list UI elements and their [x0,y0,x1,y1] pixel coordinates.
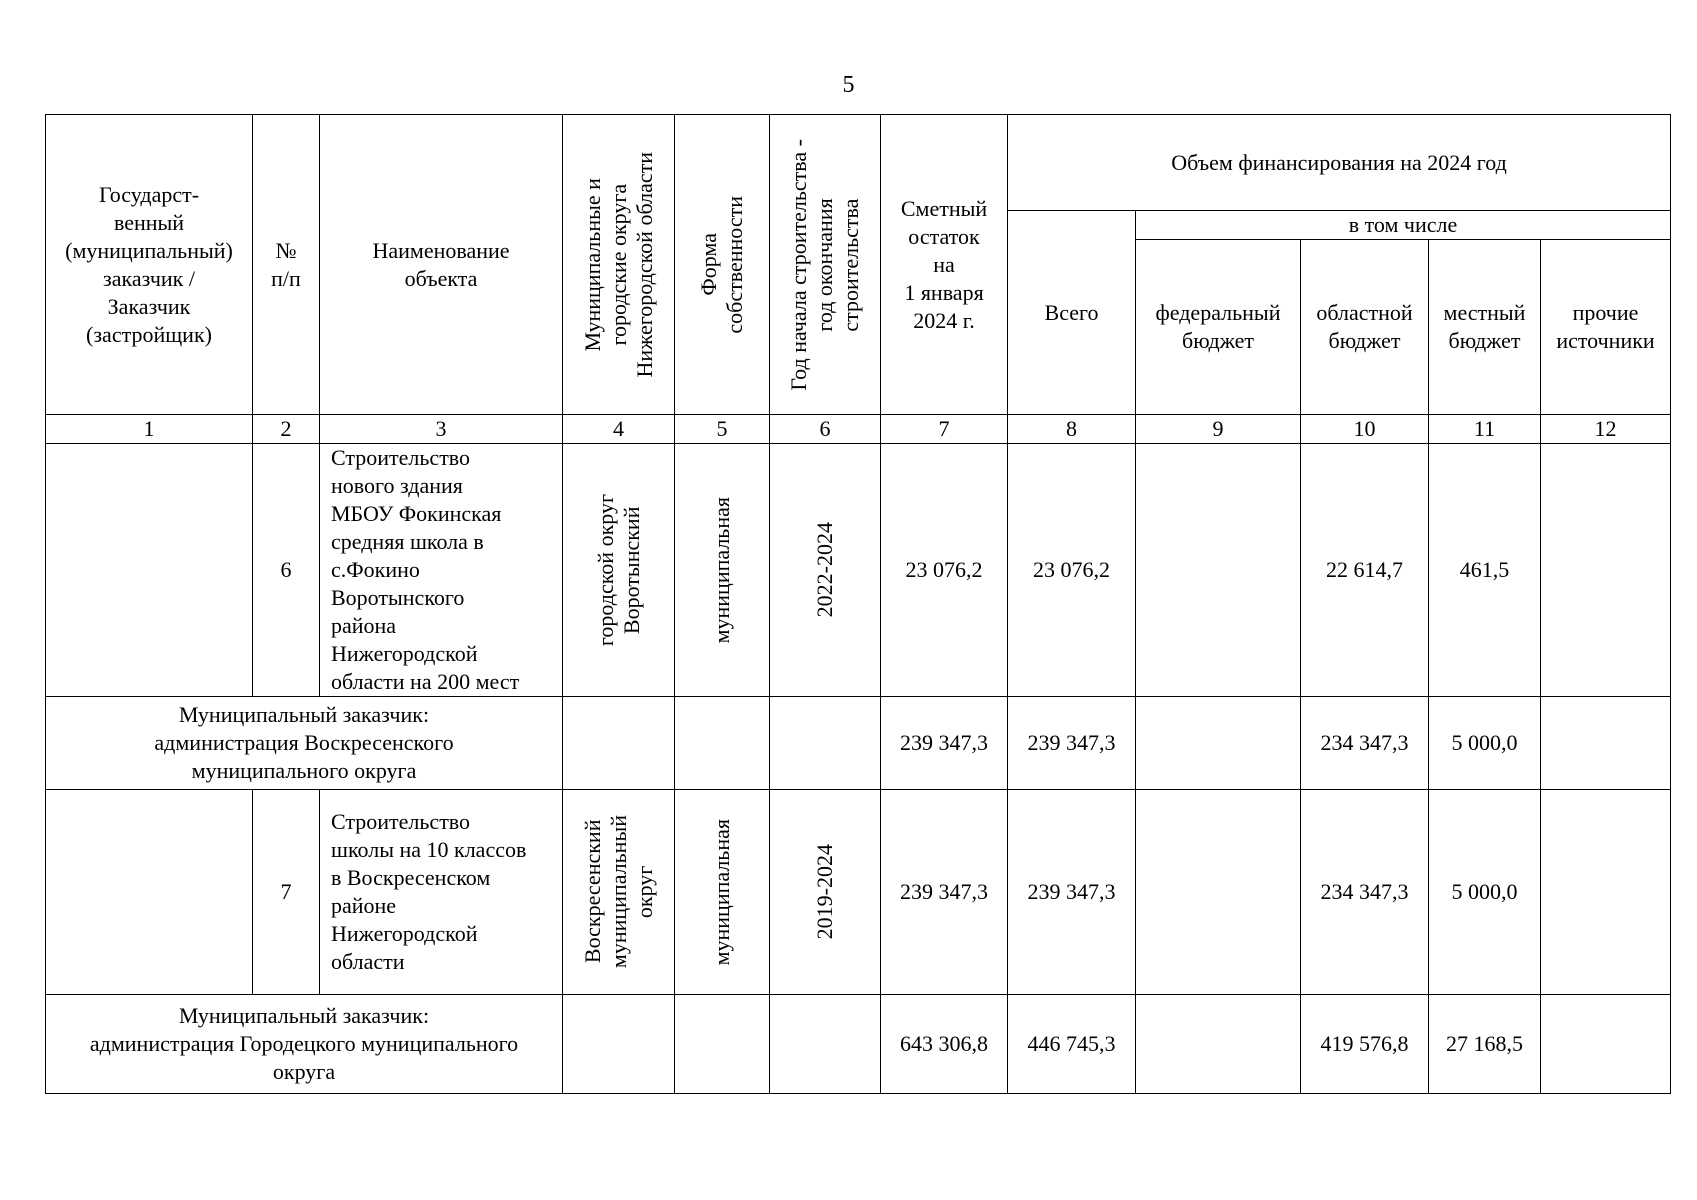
customer-cell [46,790,253,995]
local-value: 5 000,0 [1429,697,1541,790]
ownership-cell [675,444,770,697]
district-cell [563,995,675,1094]
column-number: 11 [1429,415,1541,444]
header-including: в том числе [1136,211,1671,240]
financing-table [45,114,1671,1094]
federal-value [1136,790,1301,995]
column-number: 4 [563,415,675,444]
federal-value [1136,697,1301,790]
object-name: Строительство нового здания МБОУ Фокинская средняя школа в с.Фокино Воротынского района Нижегородской области на 200 мест [320,444,563,697]
ownership-cell [675,790,770,995]
header-years: Год начала строительства - год окончания строительства [786,138,863,391]
local-value: 27 168,5 [1429,995,1541,1094]
header-total: Всего [1008,211,1136,415]
regional-value: 234 347,3 [1301,790,1429,995]
column-numbers-row [46,415,1671,444]
customer-cell [46,444,253,697]
district-cell [563,697,675,790]
table-row [46,790,1671,995]
column-number: 9 [1136,415,1301,444]
years-text: 2022-2024 [812,522,837,618]
regional-value: 234 347,3 [1301,697,1429,790]
total-value: 23 076,2 [1008,444,1136,697]
total-value: 239 347,3 [1008,697,1136,790]
district-text: Воскресенский муниципальный округ [579,815,657,969]
column-number: 10 [1301,415,1429,444]
district-cell [563,444,675,697]
estimate-value: 239 347,3 [881,697,1008,790]
column-number: 5 [675,415,770,444]
row-number: 6 [253,444,320,697]
header-ownership: Форма собственности [696,195,747,334]
customer-row [46,697,1671,790]
header-row-1 [46,115,1671,211]
column-number: 3 [320,415,563,444]
other-value [1541,444,1671,697]
federal-value [1136,995,1301,1094]
header-customer: Государст- венный (муниципальный) заказчик / Заказчик (застройщик) [46,115,253,415]
federal-value [1136,444,1301,697]
customer-name: Муниципальный заказчик: администрация Городецкого муниципального округа [46,995,563,1094]
header-federal: федеральный бюджет [1136,240,1301,415]
column-number: 8 [1008,415,1136,444]
local-value: 5 000,0 [1429,790,1541,995]
column-number: 2 [253,415,320,444]
estimate-value: 643 306,8 [881,995,1008,1094]
years-cell [770,995,881,1094]
other-value [1541,995,1671,1094]
regional-value: 419 576,8 [1301,995,1429,1094]
object-name: Строительство школы на 10 классов в Воскресенском районе Нижегородской области [320,790,563,995]
district-text: городской округ Воротынский [592,493,644,647]
customer-name: Муниципальный заказчик: администрация Воскресенского муниципального округа [46,697,563,790]
years-cell [770,790,881,995]
district-cell [563,790,675,995]
estimate-value: 23 076,2 [881,444,1008,697]
estimate-value: 239 347,3 [881,790,1008,995]
header-estimate: Сметный остаток на 1 января 2024 г. [881,115,1008,415]
column-number: 1 [46,415,253,444]
header-district-cell [563,115,675,415]
total-value: 239 347,3 [1008,790,1136,995]
years-cell [770,444,881,697]
other-value [1541,790,1671,995]
years-text: 2019-2024 [812,844,837,940]
column-number: 6 [770,415,881,444]
header-years-cell [770,115,881,415]
row-number: 7 [253,790,320,995]
other-value [1541,697,1671,790]
column-number: 12 [1541,415,1671,444]
local-value: 461,5 [1429,444,1541,697]
total-value: 446 745,3 [1008,995,1136,1094]
header-funding-group: Объем финансирования на 2024 год [1008,115,1671,211]
header-ownership-cell [675,115,770,415]
customer-row [46,995,1671,1094]
ownership-text: муниципальная [709,818,734,966]
regional-value: 22 614,7 [1301,444,1429,697]
header-object-name: Наименование объекта [320,115,563,415]
ownership-cell [675,697,770,790]
header-other: прочие источники [1541,240,1671,415]
ownership-cell [675,995,770,1094]
column-number: 7 [881,415,1008,444]
ownership-text: муниципальная [709,496,734,644]
table-row [46,444,1671,697]
header-number: № п/п [253,115,320,415]
header-district: Муниципальные и городские округа Нижегородской области [579,151,657,378]
header-local: местный бюджет [1429,240,1541,415]
header-regional: областной бюджет [1301,240,1429,415]
years-cell [770,697,881,790]
page-number: 5 [842,72,855,98]
